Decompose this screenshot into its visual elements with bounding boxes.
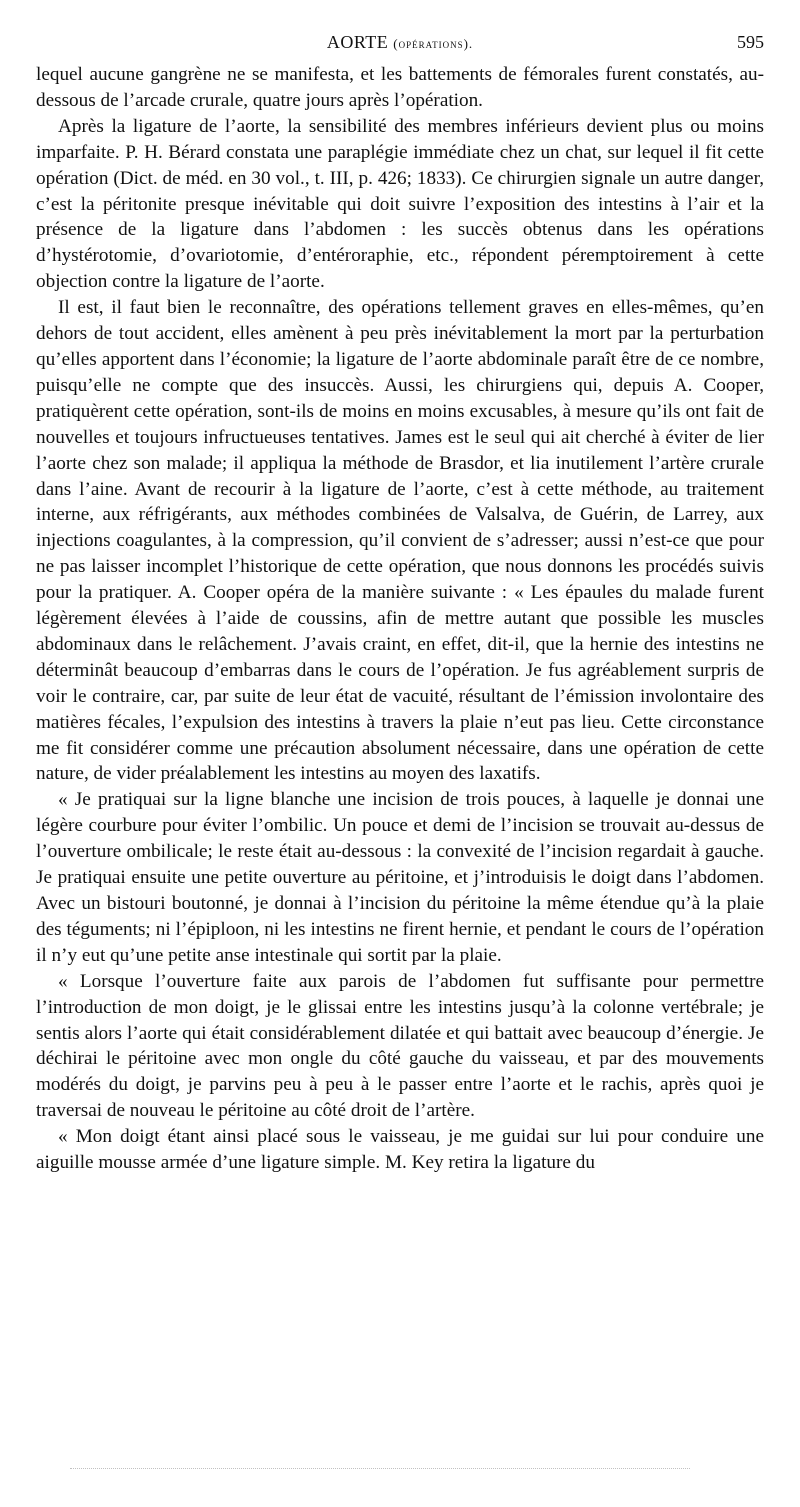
body-text bbox=[36, 62, 764, 1176]
page-number: 595 bbox=[737, 32, 764, 52]
running-head bbox=[36, 32, 764, 53]
running-head-title: AORTE bbox=[326, 32, 389, 52]
paragraph-6: « Mon doigt étant ainsi placé sous le vaisseau, je me guidai sur lui pour conduire une aiguille mousse armée d’une ligature simple. M. Key retira la ligature du bbox=[36, 1126, 764, 1174]
paragraph-2: Après la ligature de l’aorte, la sensibilité des membres inférieurs devient plus ou moins imparfaite. P. H. Bérard constata une paraplégie immédiate chez un chat, sur lequel il fit cette opération (Dict. de méd. en 30 vol., t. III, p. 426; 1833). Ce chirurgien signale un autre danger, c’est la péritonite presque inévitable qui doit suivre l’exposition des intestins à l’air et la présence de la ligature dans l’abdomen : les succès obtenus dans les opérations d’hystérotomie, d’ovariotomie, d’entéroraphie, etc., répondent péremptoirement à cette objection contre la ligature de l’aorte. bbox=[36, 115, 764, 293]
paragraph-5: « Lorsque l’ouverture faite aux parois de l’abdomen fut suffisante pour permettre l’introduction de mon doigt, je le glissai entre les intestins jusqu’à la colonne vertébrale; je sentis alors l’aorte qui était considérablement dilatée et qui battait avec beaucoup d’énergie. Je déchirai le péritoine avec mon ongle du côté gauche du vaisseau, et par des mouvements modérés du doigt, je parvins peu à peu à le passer entre l’aorte et le rachis, après quoi je traversai de nouveau le péritoine au côté droit de l’artère. bbox=[36, 970, 764, 1122]
running-head-subtitle: (opérations). bbox=[393, 36, 474, 51]
paragraph-4: « Je pratiquai sur la ligne blanche une incision de trois pouces, à laquelle je donnai une légère courbure pour éviter l’ombilic. Un pouce et demi de l’incision se trouvait au-dessus de l’ouverture ombilicale; le reste était au-dessous : la convexité de l’incision regardait à gauche. Je pratiquai ensuite une petite ouverture au péritoine, et j’introduisis le doigt dans l’abdomen. Avec un bistouri boutonné, je donnai à l’incision du péritoine la même étendue qu’à la plaie des téguments; ni l’épiploon, ni les intestins ne firent hernie, et pendant le cours de l’opération il n’y eut qu’une petite anse intestinale qui sortit par la plaie. bbox=[36, 789, 764, 966]
footer-rule bbox=[70, 1468, 690, 1471]
page bbox=[36, 28, 764, 1176]
running-header bbox=[36, 28, 764, 62]
paragraph-3: Il est, il faut bien le reconnaître, des opérations tellement graves en elles-mêmes, qu’en dehors de tout accident, elles amènent à peu près inévitablement la mort par la perturbation qu’elles apportent dans l’économie; la ligature de l’aorte abdominale paraît être de ce nombre, puisqu’elle ne compte que des insuccès. Aussi, les chirurgiens qui, depuis A. Cooper, pratiquèrent cette opération, sont-ils de moins en moins excusables, à mesure qu’ils ont fait de nouvelles et toujours infructueuses tentatives. James est le seul qui ait cherché à éviter de lier l’aorte chez son malade; il appliqua la méthode de Brasdor, et lia inutilement l’artère crurale dans l’aine. Avant de recourir à la ligature de l’aorte, c’est à cette méthode, au traitement interne, aux réfrigérants, aux méthodes combinées de Valsalva, de Guérin, de Larrey, aux injections coagulantes, à la compression, qu’il convient de s’adresser; aussi n’est-ce que pour ne pas laisser incomplet l’historique de cette opération, que nous donnons les procédés suivis pour la pratiquer. A. Cooper opéra de la manière suivante : « Les épaules du malade furent légèrement élevées à l’aide de coussins, afin de mettre autant que possible les muscles abdominaux dans le relâchement. J’avais craint, en effet, dit-il, que la hernie des intestins ne déterminât beaucoup d’embarras dans le cours de l’opération. Je fus agréablement surpris de voir le contraire, car, par suite de leur état de vacuité, résultant de l’émission involontaire des matières fécales, l’expulsion des intestins à travers la plaie n’eut pas lieu. Cette circonstance me fit considérer comme une précaution absolument nécessaire, dans une opération de cette nature, de vider préalablement les intestins au moyen des laxatifs. bbox=[36, 297, 764, 785]
paragraph-1: lequel aucune gangrène ne se manifesta, et les battements de fémorales furent constatés, au-dessous de l’arcade crurale, quatre jours après l’opération. bbox=[36, 64, 764, 111]
